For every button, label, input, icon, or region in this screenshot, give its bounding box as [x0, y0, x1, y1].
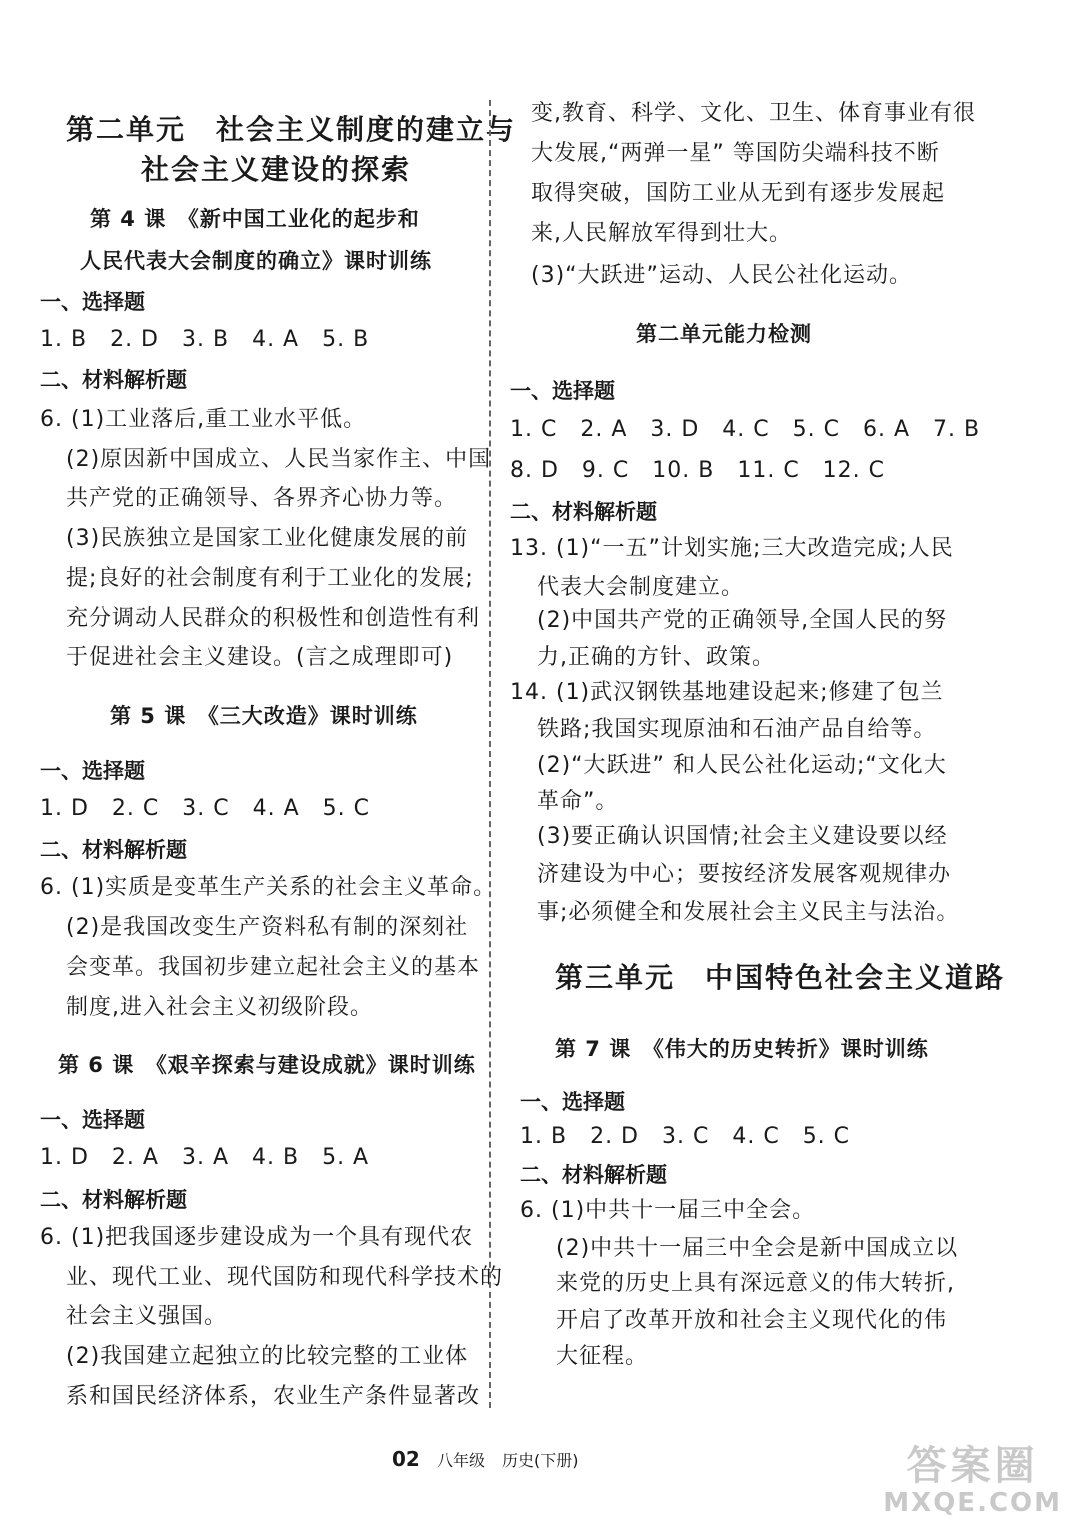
lesson4-title-line1: 第 4 课 《新中国工业化的起步和	[90, 207, 420, 231]
l5-q6-line1: 6. (1)实质是变革生产关系的社会主义革命。	[40, 875, 497, 900]
t2-q14-line7: 事;必须健全和发展社会主义民主与法治。	[537, 900, 960, 925]
unit2-title-line1: 第二单元 社会主义制度的建立与	[66, 113, 517, 146]
page-number: 02	[392, 1447, 420, 1471]
r-cont-line2: 大发展,“两弹一星” 等国防尖端科技不断	[531, 141, 940, 166]
l5-q6-line4: 制度,进入社会主义初级阶段。	[66, 995, 373, 1020]
r-cont-line5: (3)“大跃进”运动、人民公社化运动。	[531, 263, 912, 288]
t2-section-material: 二、材料解析题	[510, 500, 657, 524]
l6-section-choice: 一、选择题	[40, 1108, 145, 1132]
l6-q6-line2: 业、现代工业、现代国防和现代科学技术的	[66, 1265, 504, 1290]
l7-section-material: 二、材料解析题	[520, 1163, 667, 1187]
l4-q6-line6: 充分调动人民群众的积极性和创造性有利	[66, 606, 481, 631]
r-cont-line4: 来,人民解放军得到壮大。	[531, 221, 792, 246]
r-cont-line3: 取得突破，国防工业从无到有逐步发展起	[531, 181, 946, 206]
lesson6-title: 第 6 课 《艰辛探索与建设成就》课时训练	[58, 1053, 476, 1077]
l5-section-choice: 一、选择题	[40, 759, 145, 783]
l6-q6-line5: 系和国民经济体系，农业生产条件显著改	[66, 1384, 481, 1409]
t2-section-choice: 一、选择题	[510, 379, 615, 403]
unit3-title: 第三单元 中国特色社会主义道路	[555, 961, 1006, 994]
t2-q14-line1: 14. (1)武汉钢铁基地建设起来;修建了包兰	[510, 680, 944, 705]
l4-q6-line2: (2)原因新中国成立、人民当家作主、中国	[66, 447, 492, 472]
unit2-title-line2: 社会主义建设的探索	[141, 153, 412, 186]
test2-title: 第二单元能力检测	[636, 322, 812, 346]
column-divider	[489, 100, 491, 1408]
t2-q14-line2: 铁路;我国实现原油和石油产品自给等。	[537, 717, 937, 742]
t2-q13-line4: 力,正确的方针、政策。	[537, 645, 775, 670]
t2-q14-line3: (2)“大跃进” 和人民公社化运动;“文化大	[537, 753, 947, 778]
watermark-url: MXQE.COM	[883, 1488, 1062, 1518]
l7-q6-line4: 开启了改革开放和社会主义现代化的伟	[556, 1308, 948, 1333]
l5-section-material: 二、材料解析题	[40, 838, 187, 862]
t2-q13-line2: 代表大会制度建立。	[537, 575, 745, 600]
l7-section-choice: 一、选择题	[520, 1090, 625, 1114]
l4-choice-answers: 1. B 2. D 3. B 4. A 5. B	[40, 327, 370, 352]
l5-q6-line3: 会变革。我国初步建立起社会主义的基本	[66, 955, 481, 980]
footer-grade: 八年级	[436, 1451, 485, 1470]
watermark-logo-text: 答案圈	[906, 1443, 1039, 1489]
t2-q14-line5: (3)要正确认识国情;社会主义建设要以经	[537, 824, 948, 849]
t2-choice-answers-2: 8. D 9. C 10. B 11. C 12. C	[510, 458, 886, 483]
lesson7-title: 第 7 课 《伟大的历史转折》课时训练	[555, 1037, 929, 1061]
l4-q6-line7: 于促进社会主义建设。(言之成理即可)	[66, 645, 454, 670]
l6-choice-answers: 1. D 2. A 3. A 4. B 5. A	[40, 1145, 370, 1170]
l6-q6-line4: (2)我国建立起独立的比较完整的工业体	[66, 1344, 469, 1369]
l4-section-material: 二、材料解析题	[40, 368, 187, 392]
l4-q6-line5: 提;良好的社会制度有利于工业化的发展;	[66, 566, 474, 591]
l5-q6-line2: (2)是我国改变生产资料私有制的深刻社	[66, 915, 469, 940]
l6-q6-line1: 6. (1)把我国逐步建设成为一个具有现代农	[40, 1225, 474, 1250]
l4-q6-line4: (3)民族独立是国家工业化健康发展的前	[66, 526, 469, 551]
l7-q6-line1: 6. (1)中共十一届三中全会。	[520, 1198, 816, 1223]
t2-q13-line3: (2)中国共产党的正确领导,全国人民的努	[537, 608, 948, 633]
l7-q6-line5: 大征程。	[556, 1344, 649, 1369]
l6-section-material: 二、材料解析题	[40, 1188, 187, 1212]
l7-choice-answers: 1. B 2. D 3. C 4. C 5. C	[520, 1124, 851, 1149]
watermark	[883, 1444, 1062, 1518]
t2-q14-line4: 革命”。	[537, 789, 619, 814]
r-cont-line1: 变,教育、科学、文化、卫生、体育事业有很	[531, 101, 976, 126]
t2-q14-line6: 济建设为中心；要按经济发展客观规律办	[537, 862, 952, 887]
l7-q6-line3: 来党的历史上具有深远意义的伟大转折,	[556, 1271, 955, 1296]
l4-q6-line3: 共产党的正确领导、各界齐心协力等。	[66, 486, 458, 511]
page-footer	[392, 1447, 579, 1471]
l7-q6-line2: (2)中共十一届三中全会是新中国成立以	[556, 1236, 959, 1261]
l4-q6-line1: 6. (1)工业落后,重工业水平低。	[40, 407, 367, 432]
l4-section-choice: 一、选择题	[40, 290, 145, 314]
l5-choice-answers: 1. D 2. C 3. C 4. A 5. C	[40, 796, 370, 821]
l6-q6-line3: 社会主义强国。	[66, 1304, 228, 1329]
footer-subject: 历史(下册)	[502, 1451, 579, 1470]
lesson5-title: 第 5 课 《三大改造》课时训练	[110, 704, 418, 728]
lesson4-title-line2: 人民代表大会制度的确立》课时训练	[80, 249, 432, 273]
t2-q13-line1: 13. (1)“一五”计划实施;三大改造完成;人民	[510, 536, 954, 561]
t2-choice-answers-1: 1. C 2. A 3. D 4. C 5. C 6. A 7. B	[510, 417, 981, 442]
